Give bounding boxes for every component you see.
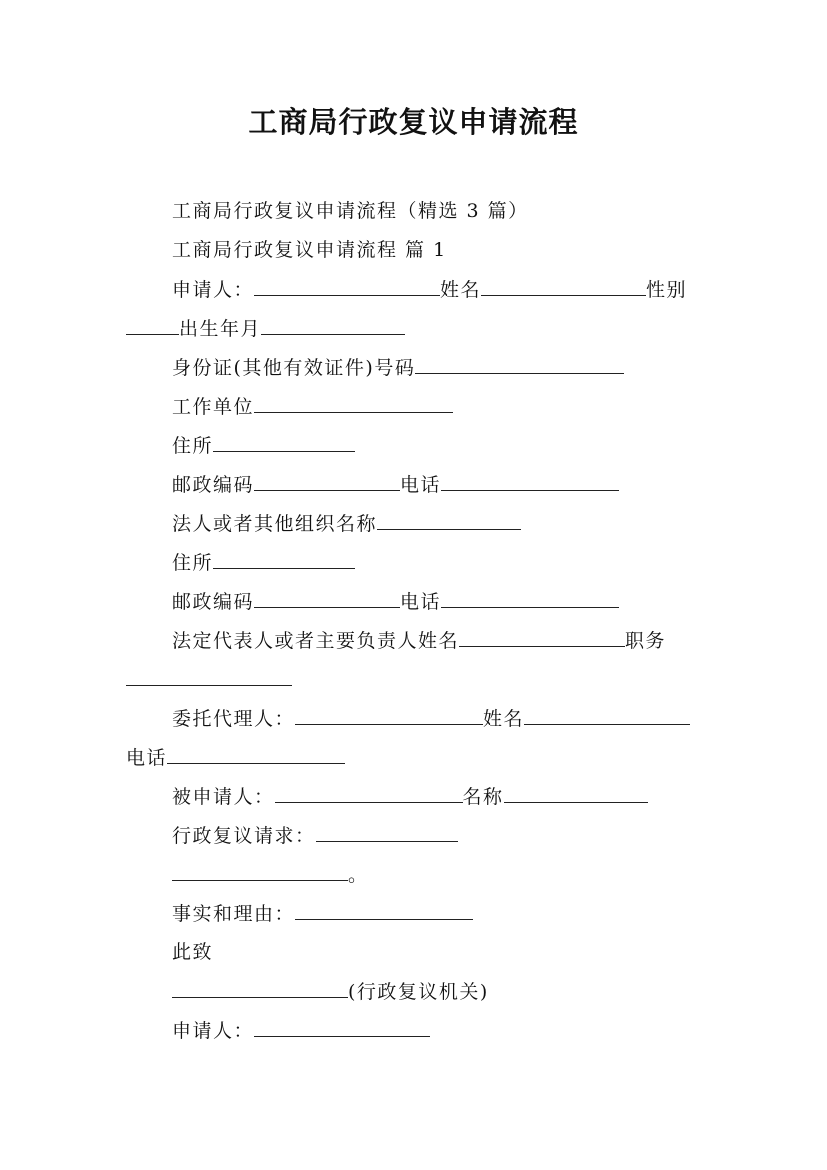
agent-blank[interactable] (295, 705, 483, 725)
applicant-sign-line: 申请人： (172, 1017, 430, 1044)
org-postcode-blank[interactable] (254, 588, 400, 608)
facts-line: 事实和理由： (172, 900, 473, 927)
position-line (126, 666, 292, 693)
request-cont-blank[interactable] (172, 861, 348, 881)
applicant-line: 申请人： 姓名 性别 (172, 276, 687, 303)
id-blank[interactable] (415, 354, 624, 374)
gender-blank[interactable] (126, 315, 179, 335)
review-organ-line: (行政复议机关) (172, 978, 489, 1005)
respondent-blank[interactable] (275, 783, 463, 803)
legal-rep-line: 法定代表人或者主要负责人姓名 职务 (172, 627, 666, 654)
agent-phone-blank[interactable] (167, 744, 345, 764)
agent-line: 委托代理人： 姓名 (172, 705, 690, 732)
agent-phone-line: 电话 (126, 744, 345, 771)
applicant-blank[interactable] (254, 276, 440, 296)
org-address-blank[interactable] (213, 549, 355, 569)
org-address-line: 住所 (172, 549, 355, 576)
postcode-line: 邮政编码 电话 (172, 471, 619, 498)
id-line: 身份证(其他有效证件)号码 (172, 354, 624, 381)
review-organ-blank[interactable] (172, 978, 348, 998)
request-line: 行政复议请求： (172, 822, 458, 849)
agent-name-blank[interactable] (524, 705, 690, 725)
request-cont-line: 。 (172, 861, 369, 888)
work-unit-blank[interactable] (254, 393, 453, 413)
applicant-sign-blank[interactable] (254, 1017, 430, 1037)
birth-line: 出生年月 (126, 315, 405, 342)
org-phone-blank[interactable] (441, 588, 619, 608)
org-name-blank[interactable] (377, 510, 521, 530)
facts-blank[interactable] (295, 900, 473, 920)
greeting-line: 此致 (172, 941, 214, 963)
subtitle-line: 工商局行政复议申请流程（精选 3 篇） (172, 200, 529, 222)
postcode-blank[interactable] (254, 471, 400, 491)
org-name-line: 法人或者其他组织名称 (172, 510, 521, 537)
respondent-name-blank[interactable] (504, 783, 648, 803)
address-blank[interactable] (213, 432, 355, 452)
request-blank[interactable] (316, 822, 458, 842)
legal-rep-blank[interactable] (459, 627, 625, 647)
document-title: 工商局行政复议申请流程 (248, 105, 579, 139)
work-unit-line: 工作单位 (172, 393, 453, 420)
org-postcode-line: 邮政编码 电话 (172, 588, 619, 615)
position-blank[interactable] (126, 666, 292, 686)
address-line: 住所 (172, 432, 355, 459)
respondent-line: 被申请人： 名称 (172, 783, 648, 810)
section-heading: 工商局行政复议申请流程 篇 1 (172, 239, 447, 261)
birth-blank[interactable] (261, 315, 405, 335)
phone-blank[interactable] (441, 471, 619, 491)
name-blank[interactable] (481, 276, 646, 296)
